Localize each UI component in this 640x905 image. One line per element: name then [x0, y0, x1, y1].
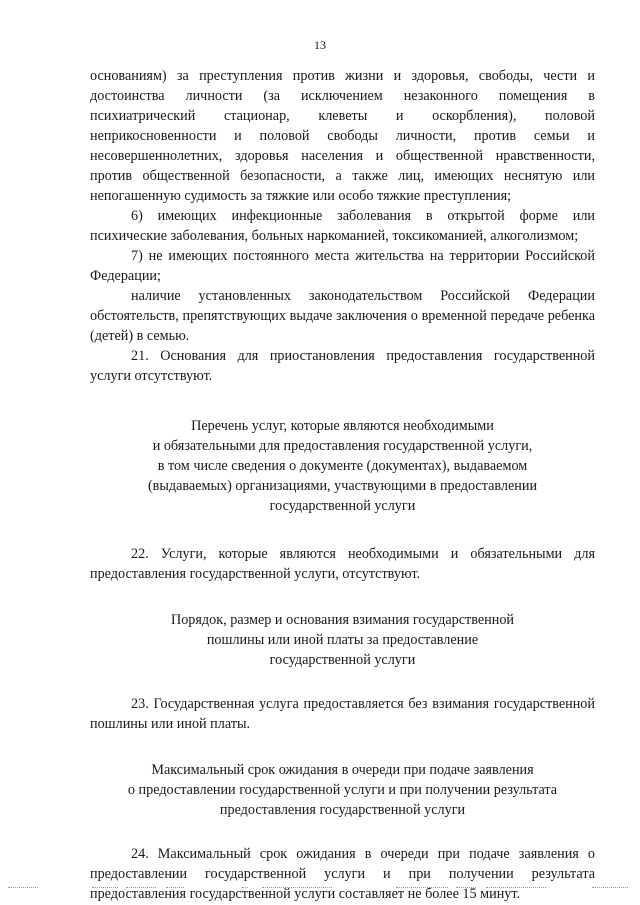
paragraph-circumstances: наличие установленных законодательством Российской Федерации обстоятельств, препятствующих выдаче заключения о временной передаче ребенка (детей) в семью. — [90, 288, 595, 344]
heading-line: пошлины или иной платы за предоставление — [206, 632, 479, 648]
heading-line: государственной услуги — [269, 498, 416, 514]
paragraph-23: 23. Государственная услуга предоставляется без взимания государственной пошлины или иной платы. — [90, 696, 595, 732]
paragraph-24: 24. Максимальный срок ожидания в очереди при подаче заявления о предоставлении государственной услуги и при получении результата предоставления государственной услуги составляет не более 15 минут. — [90, 846, 595, 902]
spacer — [90, 516, 595, 544]
paragraph-item-6: 6) имеющих инфекционные заболевания в открытой форме или психические заболевания, больных наркоманией, токсикоманией, алкоголизмом; — [90, 208, 595, 244]
spacer — [90, 670, 595, 694]
paragraph-item-7: 7) не имеющих постоянного места жительства на территории Российской Федерации; — [90, 248, 595, 284]
spacer — [90, 734, 595, 760]
heading-line: о предоставлении государственной услуги и при получении результата — [127, 782, 558, 798]
heading-line: (выдаваемых) организациями, участвующими в предоставлении — [147, 478, 538, 494]
paragraph-grounds-convictions: основаниям) за преступления против жизни и здоровья, свободы, чести и достоинства личности (за исключением незаконного помещения в психиатрический стационар, клеветы и оскорбления), половой неприкосновенности и половой свободы личности, против семьи и несовершеннолетних, здоровья населения и общественной нравственности, против общественной безопасности, а также лиц, имеющих неснятую или непогашенную судимость за тяжкие или особо тяжкие преступления; — [90, 68, 595, 204]
spacer — [90, 386, 595, 416]
heading-line: Порядок, размер и основания взимания государственной — [170, 612, 515, 628]
section-heading-waiting-time — [90, 760, 595, 820]
heading-line: Максимальный срок ожидания в очереди при подаче заявления — [151, 762, 534, 778]
paragraph-21: 21. Основания для приостановления предоставления государственной услуги отсутствуют. — [90, 348, 595, 384]
scan-artifact-marks — [0, 884, 640, 890]
heading-line: предоставления государственной услуги — [219, 802, 466, 818]
heading-line: государственной услуги — [269, 652, 416, 668]
heading-line: Перечень услуг, которые являются необходимыми — [191, 418, 494, 434]
document-body — [90, 66, 595, 904]
heading-line: и обязательными для предоставления государственной услуги, — [152, 438, 533, 454]
page-number: 13 — [314, 38, 326, 52]
spacer — [90, 820, 595, 844]
paragraph-22: 22. Услуги, которые являются необходимыми и обязательными для предоставления государственной услуги, отсутствуют. — [90, 546, 595, 582]
spacer — [90, 584, 595, 610]
section-heading-fee — [90, 610, 595, 670]
section-heading-services-list — [90, 416, 595, 516]
heading-line: в том числе сведения о документе (документах), выдаваемом — [157, 458, 528, 474]
